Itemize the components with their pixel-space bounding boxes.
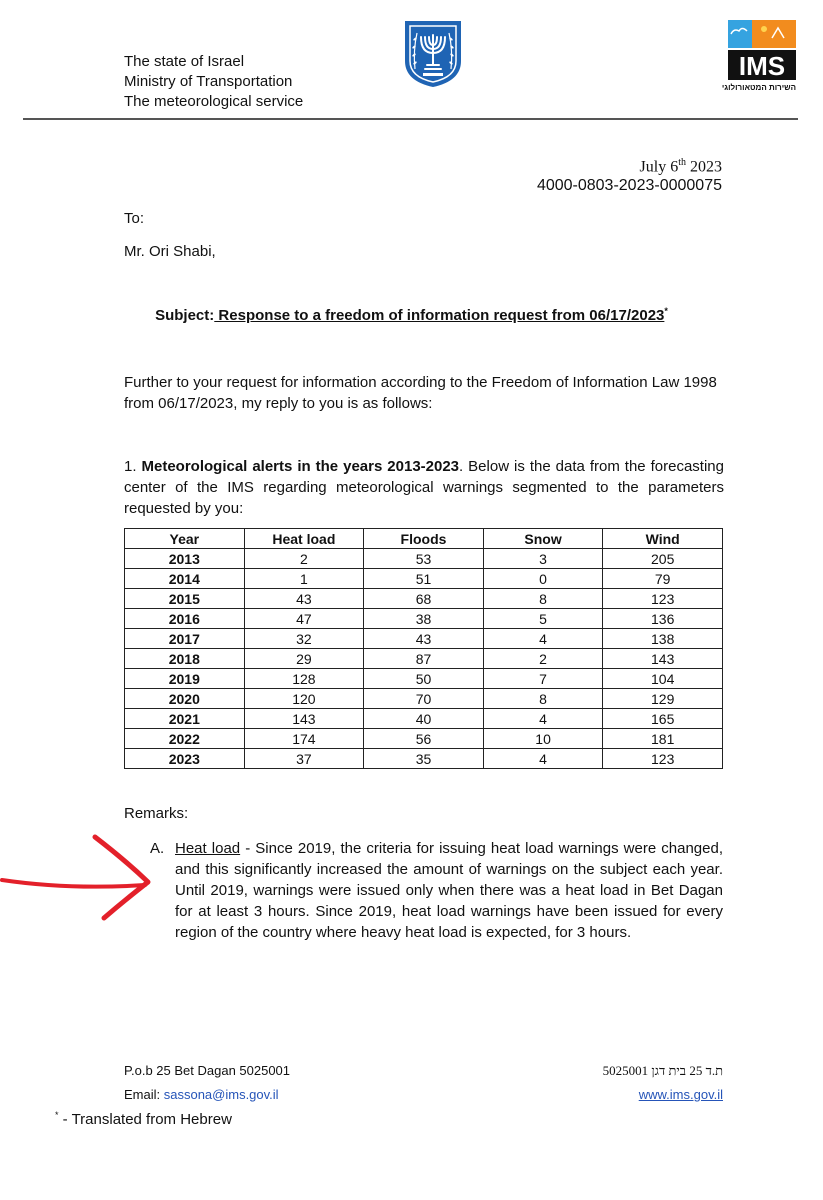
- table-cell: 40: [364, 709, 484, 729]
- table-row: [125, 689, 723, 709]
- footer-address-he: ת.ד 25 בית דגן 5025001: [602, 1063, 723, 1078]
- table-cell: 32: [244, 629, 364, 649]
- table-cell: 68: [364, 589, 484, 609]
- table-cell: 2: [483, 649, 603, 669]
- table-cell-year: 2017: [125, 629, 245, 649]
- table-row: [125, 649, 723, 669]
- remark-a-body: [175, 838, 723, 943]
- sender-line-service: The meteorological service: [124, 93, 304, 110]
- table-cell: 143: [603, 649, 723, 669]
- red-arrow-annotation-icon: [0, 830, 160, 930]
- footer-website-link[interactable]: www.ims.gov.il: [638, 1087, 723, 1102]
- footer-right: [603, 1059, 723, 1107]
- table-row: [125, 549, 723, 569]
- table-cell: 50: [364, 669, 484, 689]
- subject-text: Response to a freedom of information request from 06/17/2023: [214, 307, 665, 324]
- table-cell: 5: [483, 609, 603, 629]
- reference-number: 4000-0803-2023-0000075: [536, 177, 722, 194]
- intro-paragraph: Further to your request for information according to the Freedom of Information Law 1998 from 06/17/2023, my reply to you is as follows:: [124, 374, 717, 412]
- table-cell: 51: [364, 569, 484, 589]
- table-cell: 35: [364, 749, 484, 769]
- column-header: Snow: [483, 529, 603, 549]
- sender-block: [124, 52, 303, 112]
- column-header: Floods: [364, 529, 484, 549]
- footer-email-link[interactable]: sassona@ims.gov.il: [163, 1087, 279, 1102]
- footnote-mark: *: [55, 1110, 59, 1120]
- date-prefix: July 6: [639, 158, 679, 176]
- remark-a-keyword: Heat load: [175, 840, 241, 857]
- table-cell: 129: [603, 689, 723, 709]
- table-cell: 138: [603, 629, 723, 649]
- table-row: [125, 589, 723, 609]
- table-row: [125, 569, 723, 589]
- table-cell: 37: [244, 749, 364, 769]
- table-cell: 2: [244, 549, 364, 569]
- table-cell-year: 2020: [125, 689, 245, 709]
- table-cell: 10: [483, 729, 603, 749]
- table-cell: 165: [603, 709, 723, 729]
- table-row: [125, 729, 723, 749]
- table-cell: 56: [364, 729, 484, 749]
- ims-logo-text: IMS: [738, 51, 786, 81]
- footer-left: [124, 1059, 290, 1107]
- table-row: [125, 669, 723, 689]
- table-cell: 7: [483, 669, 603, 689]
- ims-logo: [721, 20, 796, 98]
- table-cell-year: 2021: [125, 709, 245, 729]
- ims-logo-subtext: השירות המטאורולוגי: [721, 83, 796, 92]
- item1-text: . Below is the data from the forecasting center of the IMS regarding meteorological warnings segmented to the parameters requested by you:: [124, 458, 724, 517]
- table-cell: 143: [244, 709, 364, 729]
- table-cell: 123: [603, 589, 723, 609]
- table-cell: 53: [364, 549, 484, 569]
- date-year: 2023: [686, 158, 722, 176]
- sender-line-ministry: Ministry of Transportation: [124, 73, 293, 90]
- ims-logo-icon: [728, 20, 796, 82]
- table-cell-year: 2018: [125, 649, 245, 669]
- table-cell-year: 2013: [125, 549, 245, 569]
- letter-date: [640, 157, 722, 176]
- table-cell: 3: [483, 549, 603, 569]
- table-row: [125, 629, 723, 649]
- column-header: Heat load: [244, 529, 364, 549]
- table-row: [125, 749, 723, 769]
- column-header: Year: [125, 529, 245, 549]
- table-cell: 128: [244, 669, 364, 689]
- remarks-label: Remarks:: [124, 805, 189, 822]
- table-header-row: [125, 529, 723, 549]
- alerts-table: [124, 528, 723, 769]
- table-cell: 136: [603, 609, 723, 629]
- table-row: [125, 709, 723, 729]
- table-cell-year: 2016: [125, 609, 245, 629]
- to-label: To:: [124, 210, 145, 227]
- table-cell: 0: [483, 569, 603, 589]
- item1-number: 1.: [124, 458, 142, 475]
- table-cell: 104: [603, 669, 723, 689]
- item1-paragraph: [124, 456, 724, 519]
- footnote: [55, 1110, 232, 1128]
- addressee: Mr. Ori Shabi,: [124, 243, 216, 260]
- table-cell-year: 2015: [125, 589, 245, 609]
- table-cell: 205: [603, 549, 723, 569]
- table-cell: 4: [483, 629, 603, 649]
- item1-heading: Meteorological alerts in the years 2013-2023: [141, 458, 460, 475]
- table-cell: 43: [364, 629, 484, 649]
- remark-a-text: - Since 2019, the criteria for issuing heat load warnings were changed, and this significantly increased the amount of warnings on the subject each year. Until 2019, warnings were issued only when there was a heat load in Bet Dagan for at least 3 hours. Since 2019, heat load warnings have been issued for every region of the country where heavy heat load is expected, for 3 hours.: [175, 840, 723, 941]
- table-cell: 8: [483, 589, 603, 609]
- footer-address-en: P.o.b 25 Bet Dagan 5025001: [124, 1063, 291, 1078]
- subject-line: [0, 306, 823, 324]
- table-row: [125, 609, 723, 629]
- remark-a: [150, 838, 723, 943]
- date-suffix: th: [678, 157, 686, 168]
- table-cell: 120: [244, 689, 364, 709]
- table-cell: 123: [603, 749, 723, 769]
- table-cell: 38: [364, 609, 484, 629]
- column-header: Wind: [603, 529, 723, 549]
- subject-label: Subject:: [155, 307, 215, 324]
- table-cell: 8: [483, 689, 603, 709]
- table-cell: 29: [244, 649, 364, 669]
- header-divider: [23, 118, 798, 120]
- table-cell: 43: [244, 589, 364, 609]
- table-body: [125, 549, 723, 769]
- table-cell: 1: [244, 569, 364, 589]
- table-cell: 47: [244, 609, 364, 629]
- table-cell-year: 2019: [125, 669, 245, 689]
- footer-email-label: Email:: [124, 1087, 164, 1102]
- footnote-text: - Translated from Hebrew: [58, 1111, 232, 1128]
- table-cell-year: 2022: [125, 729, 245, 749]
- table-cell: 181: [603, 729, 723, 749]
- footer-email-line: [124, 1083, 290, 1107]
- table-cell: 4: [483, 749, 603, 769]
- subject-footnote-mark: *: [664, 306, 668, 316]
- sender-line-state: The state of Israel: [124, 53, 245, 70]
- table-cell: 4: [483, 709, 603, 729]
- table-cell: 87: [364, 649, 484, 669]
- table-cell-year: 2023: [125, 749, 245, 769]
- state-emblem-icon: [401, 17, 465, 89]
- table-cell: 70: [364, 689, 484, 709]
- table-cell-year: 2014: [125, 569, 245, 589]
- table-cell: 79: [603, 569, 723, 589]
- table-cell: 174: [244, 729, 364, 749]
- remark-a-letter: A.: [150, 840, 165, 857]
